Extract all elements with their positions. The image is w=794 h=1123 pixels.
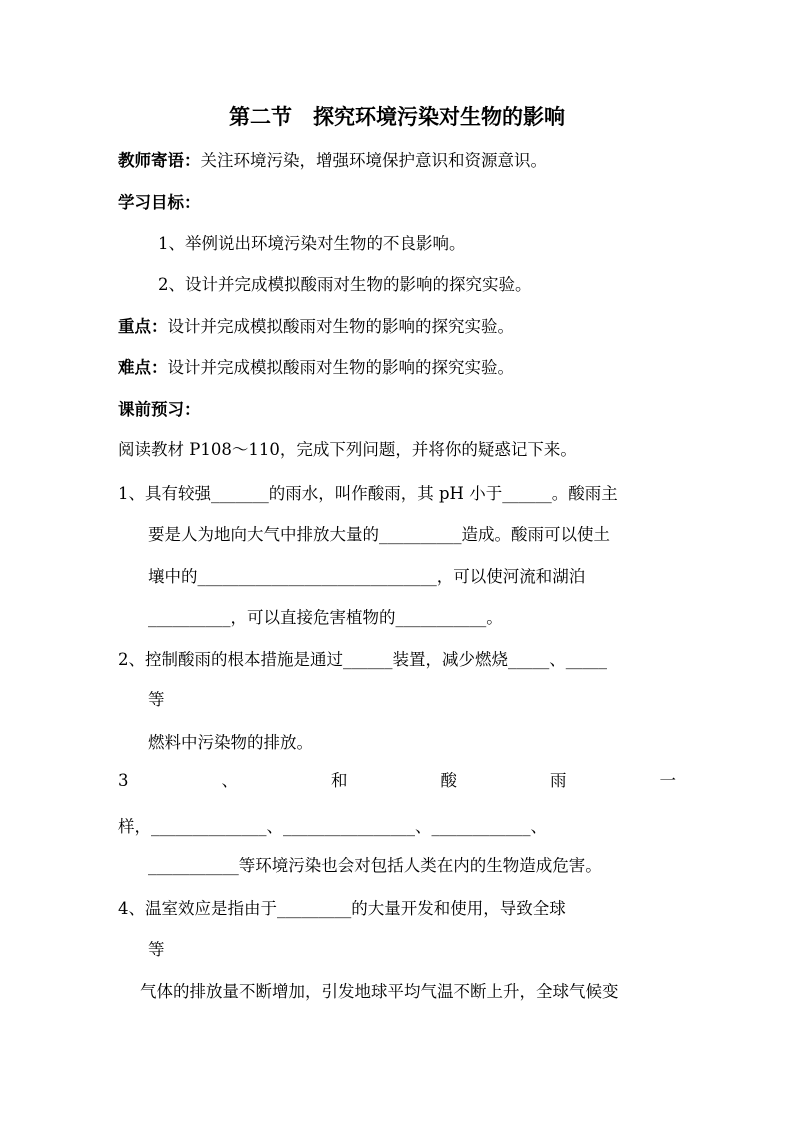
key-point [118, 316, 514, 338]
spread-char: 一 [659, 771, 676, 790]
teacher-message-text: 关注环境污染，增强环境保护意识和资源意识。 [200, 151, 547, 170]
objective-item: 1、举例说出环境污染对生物的不良影响。 [158, 234, 466, 253]
difficulty [118, 357, 514, 379]
preview-heading: 课前预习： [118, 400, 201, 419]
preview-intro: 阅读教材 P108～110，完成下列问题，并将你的疑惑记下来。 [118, 440, 577, 459]
spread-char: 酸 [440, 771, 457, 790]
objectives-heading: 学习目标： [118, 193, 201, 212]
spread-char: 3 [118, 771, 129, 790]
key-point-label: 重点： [118, 317, 168, 336]
question-3-spread-line [118, 770, 676, 792]
question-1-line: 壤中的_____________________________，可以使河流和湖泊 [148, 567, 586, 586]
question-3-line: 样，______________、________________、____________、 [118, 817, 547, 836]
spread-char: 、 [221, 771, 238, 790]
question-2-line: 2、控制酸雨的根本措施是通过______装置，减少燃烧_____、_____ [118, 650, 607, 669]
spread-char: 和 [331, 771, 348, 790]
question-2-line: 等 [148, 690, 165, 709]
page-title: 第二节 探究环境污染对生物的影响 [229, 104, 565, 129]
key-point-text: 设计并完成模拟酸雨对生物的影响的探究实验。 [167, 317, 514, 336]
objective-item: 2、设计并完成模拟酸雨对生物的影响的探究实验。 [158, 275, 532, 294]
teacher-message-label: 教师寄语： [118, 151, 201, 170]
teacher-message [118, 150, 547, 172]
difficulty-text: 设计并完成模拟酸雨对生物的影响的探究实验。 [167, 358, 514, 377]
spread-char: 雨 [550, 771, 567, 790]
question-1-line: 要是人为地向大气中排放大量的__________造成。酸雨可以使土 [148, 525, 610, 544]
question-1-line: __________，可以直接危害植物的___________。 [148, 608, 503, 627]
difficulty-label: 难点： [118, 358, 168, 377]
question-1-line: 1、具有较强_______的雨水，叫作酸雨，其 pH 小于______。酸雨主 [118, 484, 618, 503]
question-4-line: 气体的排放量不断增加，引发地球平均气温不断上升，全球气候变 [140, 982, 619, 1001]
question-4-line: 4、温室效应是指由于_________的大量开发和使用，导致全球 [118, 899, 566, 918]
question-4-line: 等 [148, 940, 165, 959]
question-2-line: 燃料中污染物的排放。 [148, 733, 313, 752]
question-3-line: ___________等环境污染也会对包括人类在内的生物造成危害。 [148, 856, 602, 875]
